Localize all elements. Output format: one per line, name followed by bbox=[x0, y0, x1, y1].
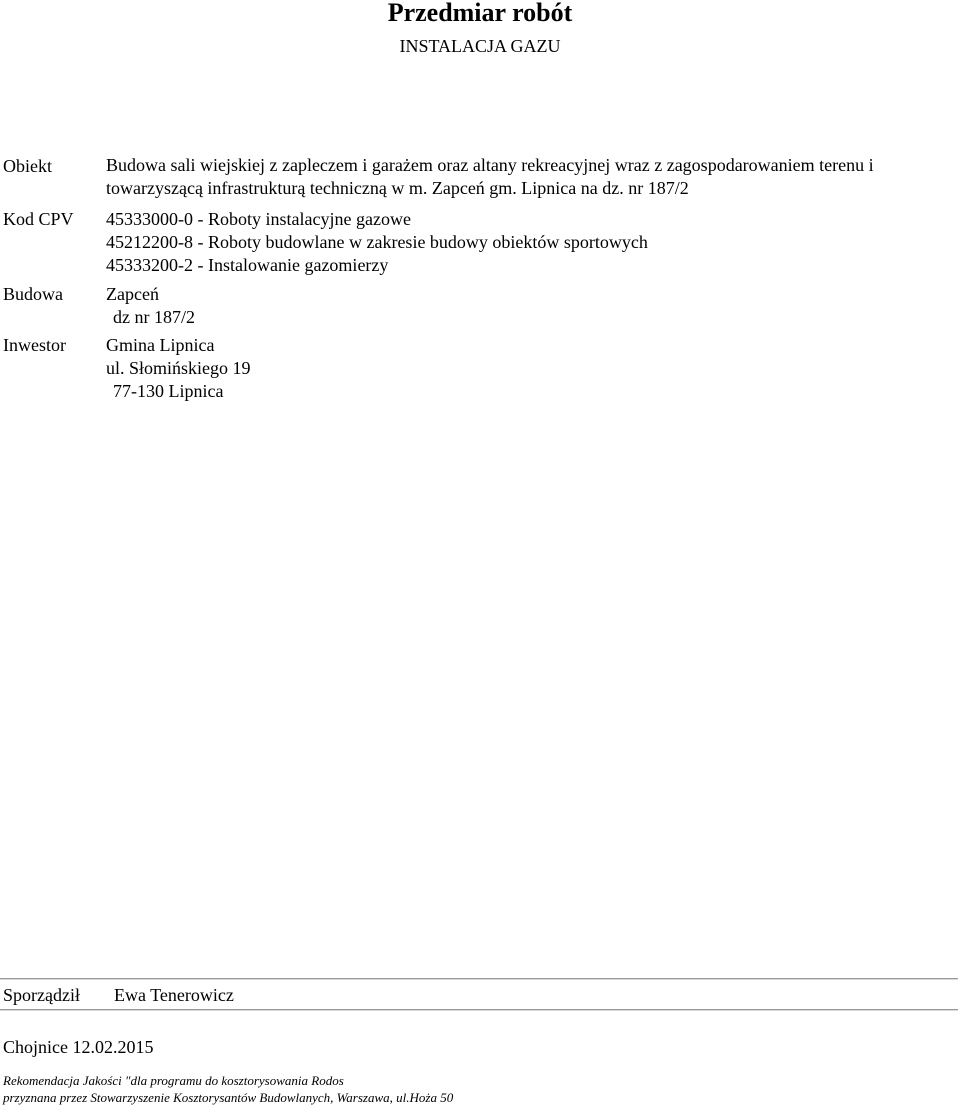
place-and-date: Chojnice 12.02.2015 bbox=[3, 1037, 154, 1057]
prepared-by-label: Sporządził bbox=[3, 985, 80, 1005]
obiekt-label: Obiekt bbox=[3, 156, 52, 176]
obiekt-line-2: towarzyszącą infrastrukturą techniczną w m. Zapceń gm. Lipnica na dz. nr 187/2 bbox=[106, 178, 689, 198]
budowa-label: Budowa bbox=[3, 284, 63, 304]
kod-cpv-label: Kod CPV bbox=[3, 209, 74, 229]
inwestor-line-3: 77-130 Lipnica bbox=[113, 381, 224, 401]
inwestor-line-1: Gmina Lipnica bbox=[106, 335, 215, 355]
obiekt-value bbox=[106, 154, 956, 200]
budowa-line-1: Zapceń bbox=[106, 284, 159, 304]
signature-top-rule bbox=[0, 978, 958, 980]
signature-bottom-rule bbox=[0, 1009, 958, 1011]
kod-cpv-value bbox=[106, 208, 956, 277]
kod-cpv-line-2: 45212200-8 - Roboty budowlane w zakresie budowy obiektów sportowych bbox=[106, 232, 648, 252]
obiekt-line-1: Budowa sali wiejskiej z zapleczem i garażem oraz altany rekreacyjnej wraz z zagospodarowaniem terenu i bbox=[106, 155, 874, 175]
document-title: Przedmiar robót bbox=[387, 0, 573, 27]
inwestor-line-2: ul. Słomińskiego 19 bbox=[106, 358, 251, 378]
inwestor-value bbox=[106, 334, 956, 403]
kod-cpv-line-3: 45333200-2 - Instalowanie gazomierzy bbox=[106, 255, 389, 275]
budowa-line-2: dz nr 187/2 bbox=[113, 307, 195, 327]
document-subtitle: INSTALACJA GAZU bbox=[399, 36, 561, 56]
footer-recommendation: Rekomendacja Jakości "dla programu do kosztorysowania Rodos bbox=[3, 1073, 344, 1088]
kod-cpv-line-1: 45333000-0 - Roboty instalacyjne gazowe bbox=[106, 209, 411, 229]
budowa-value bbox=[106, 283, 956, 329]
prepared-by-name: Ewa Tenerowicz bbox=[114, 985, 234, 1005]
footer-association: przyznana przez Stowarzyszenie Kosztorysantów Budowlanych, Warszawa, ul.Hoża 50 bbox=[3, 1090, 454, 1105]
inwestor-label: Inwestor bbox=[3, 335, 66, 355]
